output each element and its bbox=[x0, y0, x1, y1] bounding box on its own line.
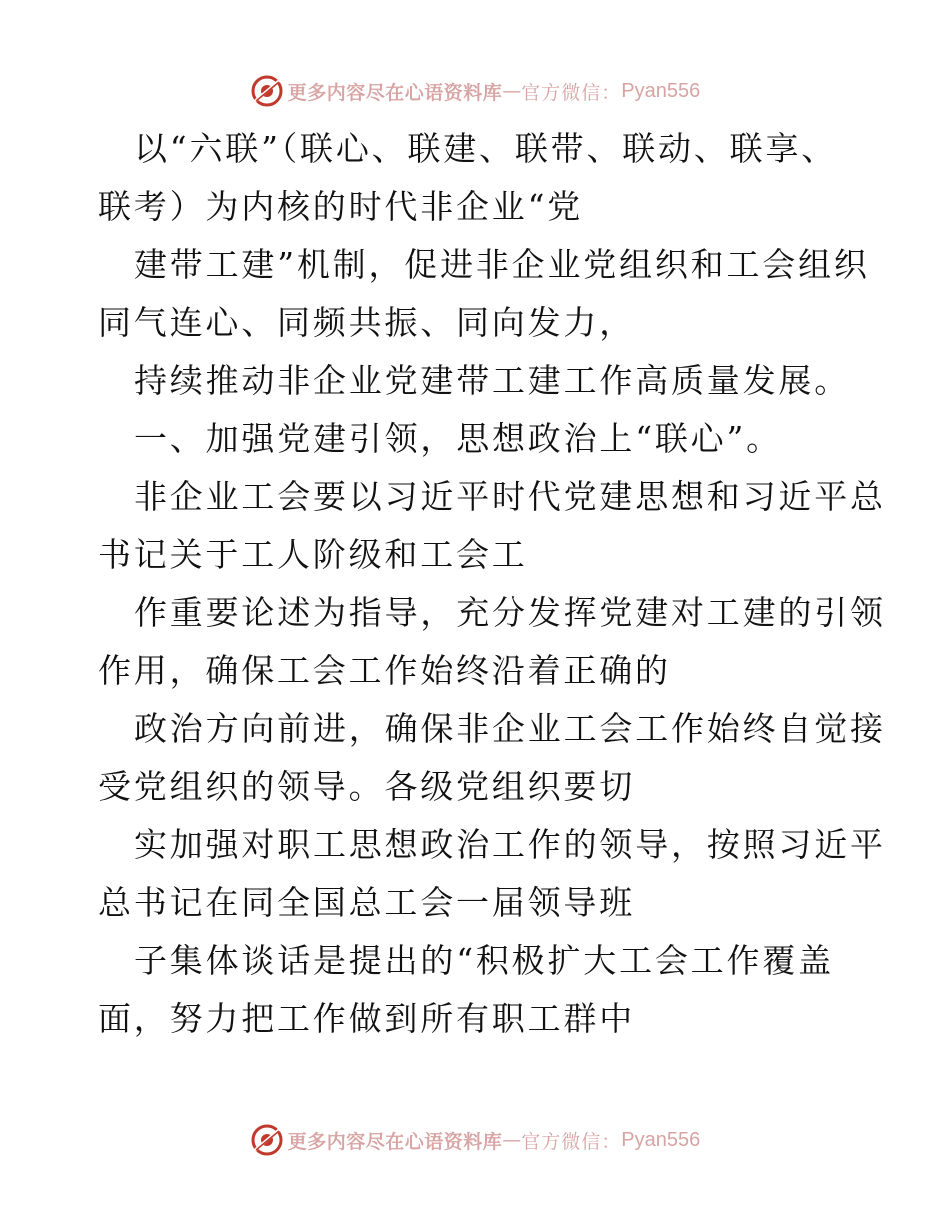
paragraph bbox=[98, 816, 886, 932]
paragraph bbox=[98, 352, 858, 410]
text-line: 以“六联”（联心、联建、联带、联动、联享、 bbox=[134, 129, 838, 168]
paragraph bbox=[98, 584, 886, 700]
logo-icon bbox=[250, 1123, 284, 1157]
text-line: 面，努力把工作做到所有职工群中 bbox=[98, 999, 635, 1038]
text-line: 子集体谈话是提出的“积极扩大工会工作覆盖 bbox=[134, 941, 834, 980]
footer-dash: — bbox=[502, 1129, 522, 1151]
paragraph bbox=[98, 120, 858, 236]
logo-icon bbox=[250, 74, 284, 108]
header-main-text: 更多内容尽在心语资料库 bbox=[287, 81, 503, 104]
header-dash: — bbox=[502, 80, 522, 102]
text-line: 书记关于工人阶级和工会工 bbox=[98, 535, 528, 574]
header-wechat-id: Pyan556 bbox=[621, 79, 701, 102]
text-line: 作用，确保工会工作始终沿着正确的 bbox=[98, 651, 671, 690]
text-line: 联考）为内核的时代非企业“党 bbox=[98, 187, 584, 226]
footer-wechat-id: Pyan556 bbox=[621, 1128, 701, 1151]
paragraph bbox=[98, 700, 886, 816]
paragraph bbox=[98, 932, 858, 1048]
text-line: 政治方向前进，确保非企业工会工作始终自觉接 bbox=[134, 709, 886, 748]
text-line: 实加强对职工思想政治工作的领导，按照习近平 bbox=[134, 825, 886, 864]
text-line: 受党组织的领导。各级党组织要切 bbox=[98, 767, 635, 806]
footer-banner bbox=[0, 1120, 950, 1160]
header-wechat-label: 官方微信： bbox=[521, 81, 622, 104]
text-line: 一、加强党建引领，思想政治上“联心”。 bbox=[134, 419, 782, 458]
text-line: 非企业工会要以习近平时代党建思想和习近平总 bbox=[134, 477, 886, 516]
footer-wechat-label: 官方微信： bbox=[521, 1130, 622, 1153]
section-heading bbox=[98, 410, 858, 468]
paragraph bbox=[98, 236, 870, 352]
text-line: 持续推动非企业党建带工建工作高质量发展。 bbox=[134, 361, 850, 400]
header-banner bbox=[0, 71, 950, 111]
document-body bbox=[98, 120, 886, 1048]
text-line: 同气连心、同频共振、同向发力， bbox=[98, 303, 635, 342]
text-line: 建带工建”机制，促进非企业党组织和工会组织 bbox=[134, 245, 870, 284]
paragraph bbox=[98, 468, 886, 584]
text-line: 作重要论述为指导，充分发挥党建对工建的引领 bbox=[134, 593, 886, 632]
text-line: 总书记在同全国总工会一届领导班 bbox=[98, 883, 635, 922]
footer-main-text: 更多内容尽在心语资料库 bbox=[287, 1130, 503, 1153]
